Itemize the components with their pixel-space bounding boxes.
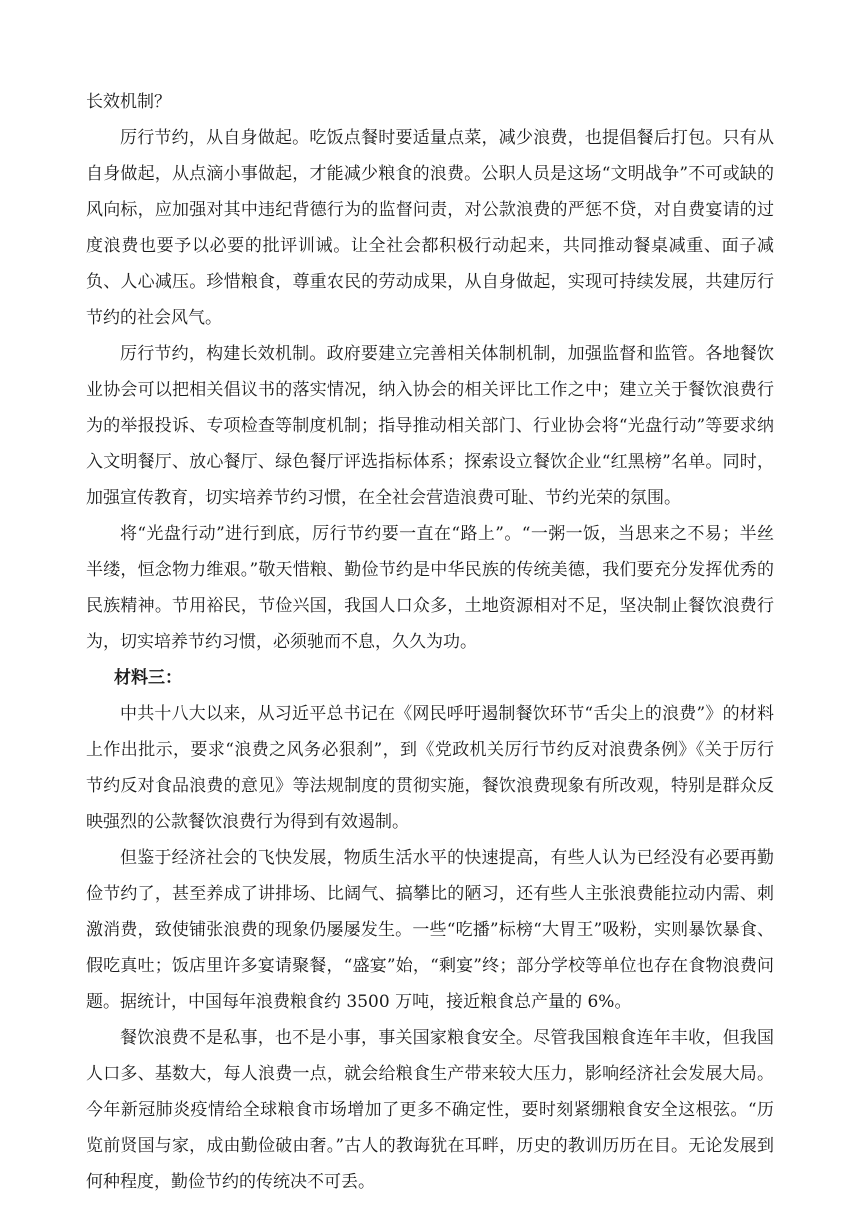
paragraph-clean-plate: 将“光盘行动”进行到底，厉行节约要一直在“路上”。“一粥一饭，当思来之不易；半丝半缕，恒念物力维艰。”敬天惜粮、勤俭节约是中华民族的传统美德，我们要充分发挥优秀的民族精神。节用裕民，节俭兴国，我国人口众多，土地资源相对不足，坚决制止餐饮浪费行为，切实培养节约习惯，必须驰而不息，久久为功。 (86, 524, 774, 652)
paragraph-continuation: 长效机制？ (86, 92, 171, 112)
paragraph-waste-phenomena: 但鉴于经济社会的飞快发展，物质生活水平的快速提高，有些人认为已经没有必要再勤俭节约了，甚至养成了讲排场、比阔气、搞攀比的陋习，还有些人主张浪费能拉动内需、刺激消费，致使铺张浪费的现象仍屡屡发生。一些“吃播”标榜“大胃王”吸粉，实则暴饮暴食、假吃真吐；饭店里许多宴请聚餐，“盛宴”始，“剩宴”终；部分学校等单位也存在食物浪费问题。据统计，中国每年浪费粮食约 3500 万吨，接近粮食总产量的 6%。 (86, 848, 774, 1012)
paragraph-food-security: 餐饮浪费不是私事，也不是小事，事关国家粮食安全。尽管我国粮食连年丰收，但我国人口多、基数大，每人浪费一点，就会给粮食生产带来较大压力，影响经济社会发展大局。今年新冠肺炎疫情给全球粮食市场增加了更多不确定性，要时刻紧绷粮食安全这根弦。“历览前贤国与家，成由勤俭破由奢。”古人的教诲犹在耳畔，历史的教训历历在目。无论发展到何种程度，勤俭节约的传统决不可丢。 (86, 1028, 774, 1192)
paragraph-policy-history: 中共十八大以来，从习近平总书记在《网民呼吁遏制餐饮环节“舌尖上的浪费”》的材料上作出批示，要求“浪费之风务必狠刹”，到《党政机关厉行节约反对浪费条例》《关于厉行节约反对食品浪费的意见》等法规制度的贯彻实施，餐饮浪费现象有所改观，特别是群众反映强烈的公款餐饮浪费行为得到有效遏制。 (86, 704, 774, 832)
paragraph-self-discipline: 厉行节约，从自身做起。吃饭点餐时要适量点菜，减少浪费，也提倡餐后打包。只有从自身做起，从点滴小事做起，才能减少粮食的浪费。公职人员是这场“文明战争”不可或缺的风向标，应加强对其中违纪背德行为的监督问责，对公款浪费的严惩不贷，对自费宴请的过度浪费也要予以必要的批评训诫。让全社会都积极行动起来，共同推动餐桌减重、面子减负、人心减压。珍惜粮食，尊重农民的劳动成果，从自身做起，实现可持续发展，共建厉行节约的社会风气。 (86, 128, 774, 328)
section-heading-material-three: 材料三： (114, 668, 182, 688)
document-page (86, 84, 774, 1200)
paragraph-long-term-mechanism: 厉行节约，构建长效机制。政府要建立完善相关体制机制，加强监督和监管。各地餐饮业协会可以把相关倡议书的落实情况，纳入协会的相关评比工作之中；建立关于餐饮浪费行为的举报投诉、专项检查等制度机制；指导推动相关部门、行业协会将“光盘行动”等要求纳入文明餐厅、放心餐厅、绿色餐厅评选指标体系；探索设立餐饮企业“红黑榜”名单。同时，加强宣传教育，切实培养节约习惯，在全社会营造浪费可耻、节约光荣的氛围。 (86, 344, 774, 508)
